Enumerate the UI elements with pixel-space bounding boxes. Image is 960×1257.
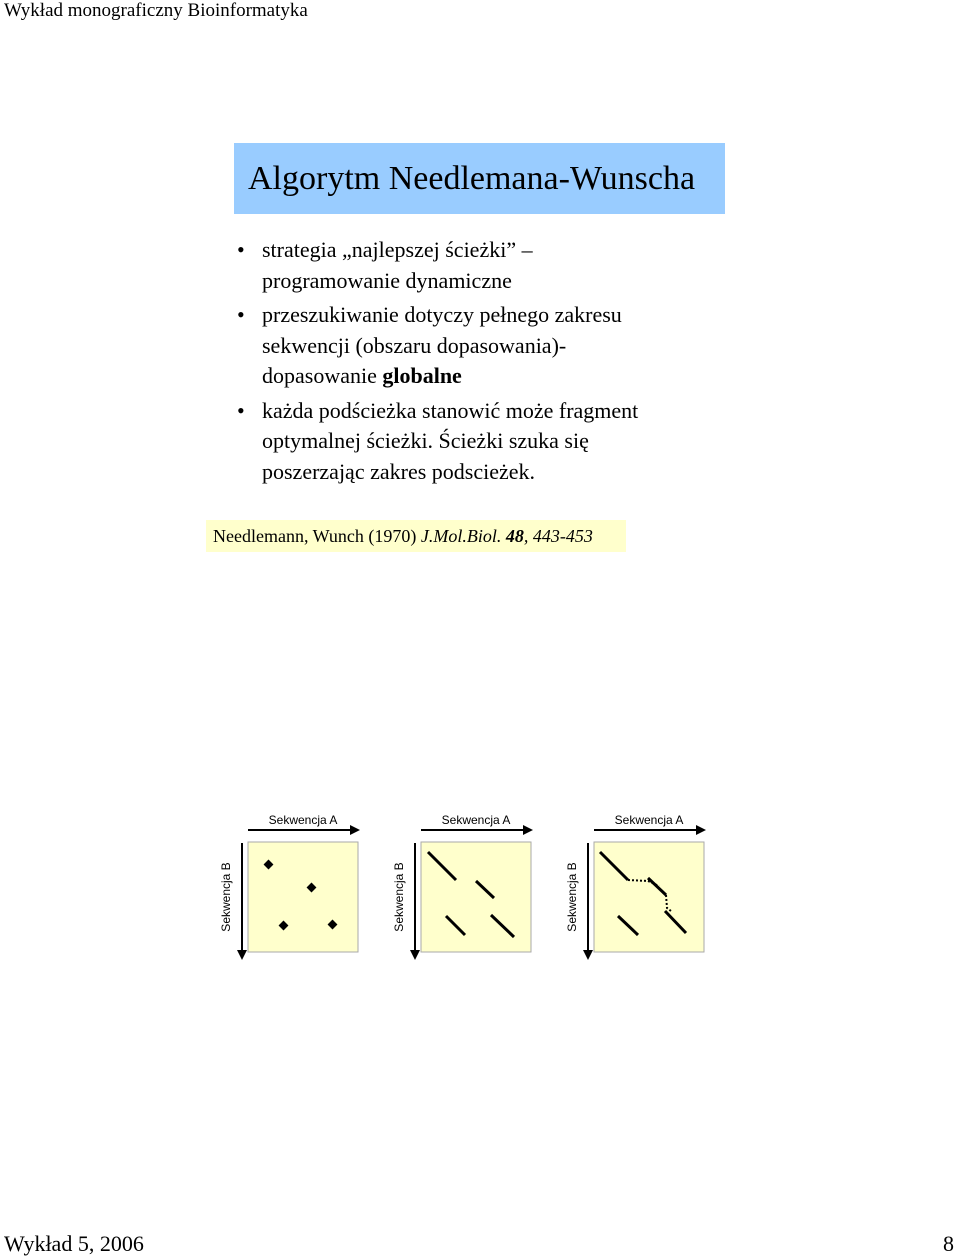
citation [213, 525, 593, 547]
bullet-line [262, 361, 757, 392]
alignment-figure [210, 800, 720, 970]
y-axis-label: Sekwencja B [392, 862, 406, 932]
dotplot-area [594, 842, 704, 952]
bullet-dot-icon: • [237, 237, 245, 262]
slide-title-box [234, 143, 725, 214]
bullet-line: przeszukiwanie dotyczy pełnego zakresu [262, 302, 622, 327]
bullet-line: programowanie dynamiczne [262, 267, 512, 293]
bullet-line: strategia „najlepszej ścieżki” – [262, 237, 533, 262]
y-axis-label: Sekwencja B [219, 862, 233, 932]
x-axis-label: Sekwencja A [614, 813, 684, 827]
bullet-item [237, 300, 757, 392]
citation-authors: Needlemann, Wunch (1970) [213, 526, 421, 546]
footer-lecture: Wykład 5, 2006 [4, 1231, 144, 1256]
dotplot-panel-3 [565, 813, 704, 958]
bullet-dot-icon: • [237, 302, 245, 327]
bullet-line: optymalnej ścieżki. Ścieżki szuka się [262, 428, 589, 453]
bullet-item [237, 396, 757, 488]
x-axis-label: Sekwencja A [268, 813, 338, 827]
bold-term: globalne [382, 363, 462, 388]
slide-title: Algorytm Needlemana-Wunscha [248, 160, 696, 197]
bullet-list [237, 235, 757, 491]
citation-volume: 48 [505, 526, 524, 546]
page-number: 8 [943, 1231, 954, 1256]
citation-box [206, 520, 626, 552]
bullet-item [237, 235, 757, 296]
citation-pages: , 443-453 [523, 526, 593, 546]
bullet-line: sekwencji (obszaru dopasowania)- [262, 332, 567, 358]
dotplot-panel-2 [392, 813, 531, 958]
y-axis-label: Sekwencja B [565, 862, 579, 932]
dotplot-panel-1 [219, 813, 358, 958]
bullet-dot-icon: • [237, 397, 245, 423]
header-title: Wykład monograficzny Bioinformatyka [4, 0, 308, 21]
bullet-line: każda podścieżka stanowić może fragment [262, 397, 639, 423]
dotplot-area [248, 842, 358, 952]
bullet-line: poszerzając zakres podscieżek. [262, 458, 536, 484]
citation-journal: J.Mol.Biol. [420, 526, 502, 546]
x-axis-label: Sekwencja A [441, 813, 511, 827]
bullet-text: dopasowanie [262, 363, 383, 388]
